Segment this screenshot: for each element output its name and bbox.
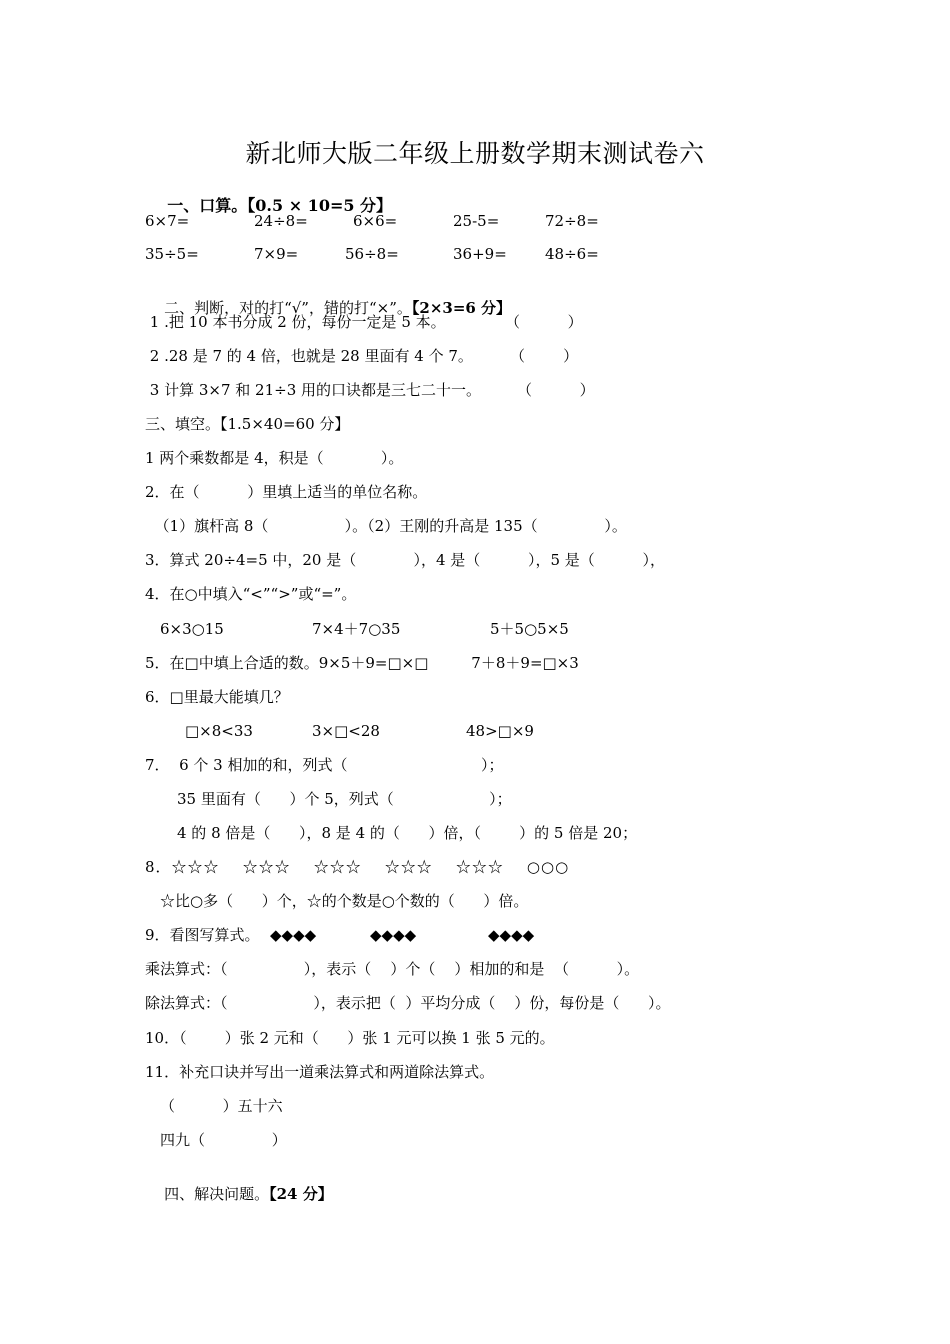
fill-q9-multiplication: 乘法算式：（ ），表示（ ）个（ ）相加的和是 （ ）。 (145, 960, 640, 978)
section1-row1-item: 72÷8= (545, 212, 599, 230)
fill-q11: 11．补充口诀并写出一道乘法算式和两道除法算式。 (145, 1063, 495, 1081)
judge-item-2: 2 .28 是 7 的 4 倍，也就是 28 里面有 4 个 7。 (145, 347, 473, 365)
fill-q8-question: ☆比○多（ ）个，☆的个数是○个数的（ ）倍。 (160, 892, 529, 910)
fill-q10: 10．（ ）张 2 元和（ ）张 1 元可以换 1 张 5 元的。 (145, 1029, 555, 1047)
diamond-group: ◆◆◆◆ (270, 926, 317, 944)
compare-item: 7×4＋7○35 (312, 620, 401, 638)
section4-title: 四、解决问题。 (164, 1185, 270, 1203)
compare-item: 6×3○15 (160, 620, 224, 638)
section1-row2-item: 7×9= (254, 245, 299, 263)
section1-row1-item: 24÷8= (254, 212, 308, 230)
section4-score: 【24 分】 (269, 1185, 333, 1203)
judge-item-3: 3 计算 3×7 和 21÷3 用的口诀都是三七二十一。 (145, 381, 482, 399)
fill-q2: 2．在（ ）里填上适当的单位名称。 (145, 483, 428, 501)
compare-item: 5＋5○5×5 (490, 620, 569, 638)
section3-heading: 三、填空。【1.5×40=60 分】 (145, 415, 350, 433)
max-fill-item: 48>□×9 (466, 722, 534, 740)
fill-q6: 6．□里最大能填几？ (145, 688, 289, 706)
section1-row1-item: 6×7= (145, 212, 190, 230)
section1-row2-item: 56÷8= (345, 245, 399, 263)
section1-row1-item: 6×6= (353, 212, 398, 230)
fill-q11-b: 四九（ ） (160, 1131, 287, 1149)
fill-q5: 5．在□中填上合适的数。9×5＋9=□×□ 7＋8＋9=□×3 (145, 654, 579, 672)
section4-heading (145, 1164, 333, 1224)
section1-row2-item: 35÷5= (145, 245, 199, 263)
fill-q4: 4．在○中填入“<”“>”或“=”。 (145, 585, 357, 603)
section1-row1-item: 25-5= (453, 212, 500, 230)
diamond-group: ◆◆◆◆ (488, 926, 535, 944)
fill-q3: 3．算式 20÷4=5 中，20 是（ ），4 是（ ），5 是（ ）， (145, 551, 665, 569)
max-fill-item: □×8<33 (185, 722, 253, 740)
max-fill-item: 3×□<28 (312, 722, 380, 740)
judge-blank-3: （ ） (517, 381, 595, 399)
section1-title: 一、口算。 (167, 196, 248, 215)
fill-q9-division: 除法算式：（ ），表示把（ ）平均分成（ ）份，每份是（ ）。 (145, 994, 671, 1012)
fill-q2-parts: （1）旗杆高 8（ ）。（2）王刚的升高是 135（ ）。 (145, 517, 627, 535)
fill-q7-line3: 4 的 8 倍是（ ），8 是 4 的（ ）倍，（ ）的 5 倍是 20； (177, 824, 638, 842)
judge-blank-1: （ ） (505, 313, 583, 331)
fill-q7-line2: 35 里面有（ ）个 5，列式（ ）； (177, 790, 512, 808)
section1-score: 【0.5 × 10=5 分】 (247, 196, 393, 215)
fill-q11-a: （ ）五十六 (160, 1097, 283, 1115)
fill-q8-symbols: 8．☆☆☆ ☆☆☆ ☆☆☆ ☆☆☆ ☆☆☆ ○○○ (145, 858, 570, 876)
section1-row2-item: 48÷6= (545, 245, 599, 263)
fill-q9-label: 9．看图写算式。 (145, 926, 260, 944)
page-title: 新北师大版二年级上册数学期末测试卷六 (245, 139, 705, 168)
judge-blank-2: （ ） (510, 347, 579, 365)
fill-q7-line1: 7． 6 个 3 相加的和，列式（ ）； (145, 756, 504, 774)
judge-item-1: 1 .把 10 本书分成 2 份，每份一定是 5 本。 (145, 313, 446, 331)
diamond-group: ◆◆◆◆ (370, 926, 417, 944)
fill-q1: 1 两个乘数都是 4，积是（ ）。 (145, 449, 404, 467)
section2-title: 二、判断，对的打“√”，错的打“×”。 (164, 299, 412, 317)
section2-score: 【2×3=6 分】 (411, 299, 512, 317)
section1-row2-item: 36+9= (453, 245, 507, 263)
